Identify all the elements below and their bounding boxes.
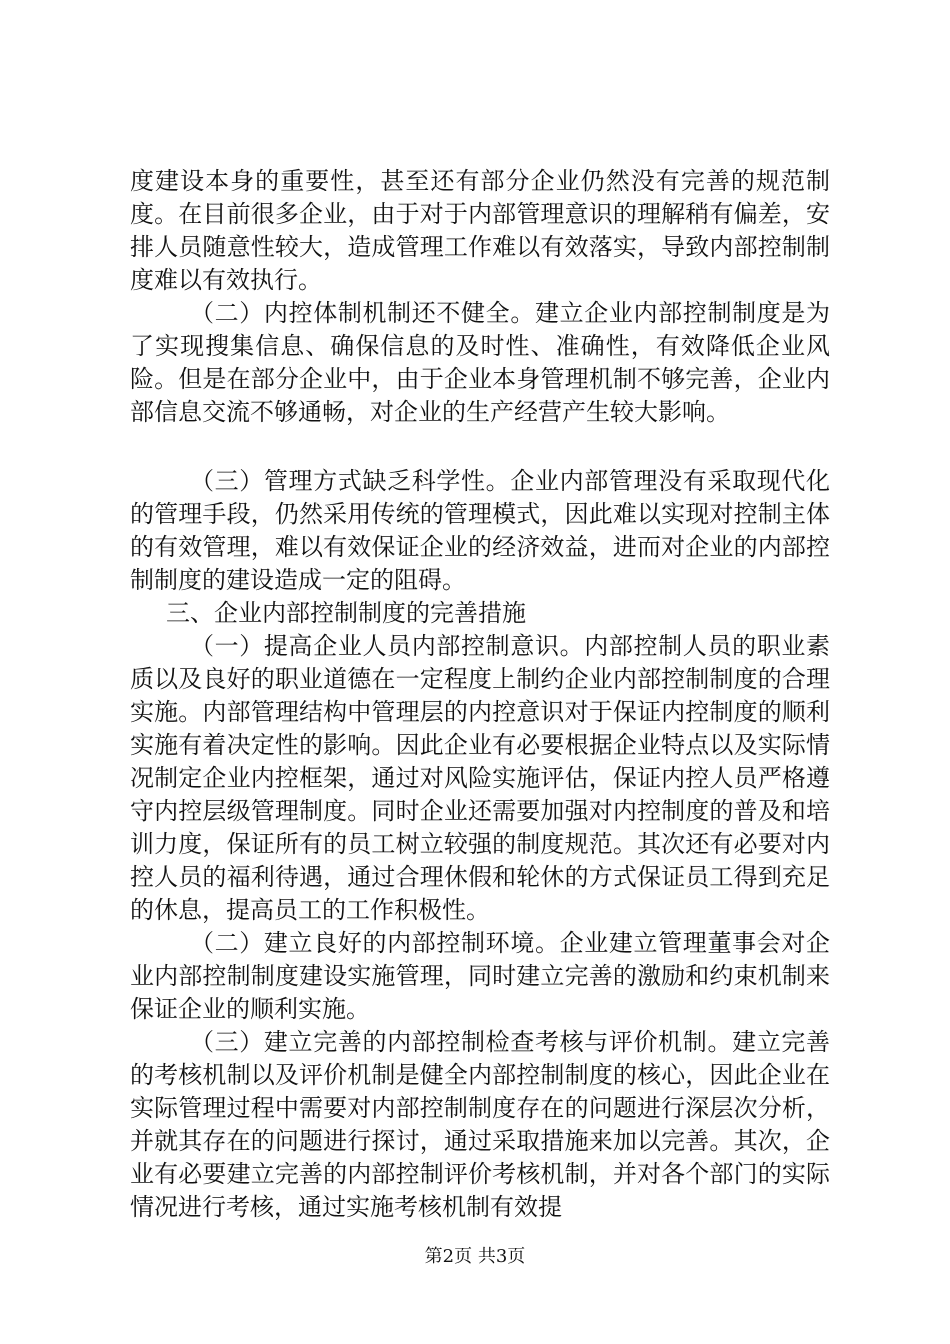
document-body [130,165,830,1224]
paragraph-continuation: 度建设本身的重要性，甚至还有部分企业仍然没有完善的规范制度。在目前很多企业，由于对于内部管理意识的理解稍有偏差，安排人员随意性较大，造成管理工作难以有效落实，导致内部控制制度难以有效执行。 [130,167,830,294]
paragraph-spacer [130,429,830,465]
paragraph-section-2-2: （二）内控体制机制还不健全。建立企业内部控制制度是为了实现搜集信息、确保信息的及时性、准确性，有效降低企业风险。但是在部分企业中，由于企业本身管理机制不够完善，企业内部信息交流不够通畅，对企业的生产经营产生较大影响。 [130,299,830,426]
paragraph-section-3-1: （一）提高企业人员内部控制意识。内部控制人员的职业素质以及良好的职业道德在一定程度上制约企业内部控制制度的合理实施。内部管理结构中管理层的内控意识对于保证内控制度的顺利实施有着决定性的影响。因此企业有必要根据企业特点以及实际情况制定企业内控框架，通过对风险实施评估，保证内控人员严格遵守内控层级管理制度。同时企业还需要加强对内控制度的普及和培训力度，保证所有的员工树立较强的制度规范。其次还有必要对内控人员的福利待遇，通过合理休假和轮休的方式保证员工得到充足的休息，提高员工的工作积极性。 [130,632,830,924]
paragraph-section-3-2: （二）建立良好的内部控制环境。企业建立管理董事会对企业内部控制制度建设实施管理，同时建立完善的激励和约束机制来保证企业的顺利实施。 [130,929,830,1023]
paragraph-section-2-3: （三）管理方式缺乏科学性。企业内部管理没有采取现代化的管理手段，仍然采用传统的管理模式，因此难以实现对控制主体的有效管理，难以有效保证企业的经济效益，进而对企业的内部控制制度的建设造成一定的阻碍。 [130,467,830,594]
page-footer: 第2页 共3页 [424,1246,526,1267]
section-heading-3: 三、企业内部控制制度的完善措施 [166,599,526,627]
paragraph-section-3-3: （三）建立完善的内部控制检查考核与评价机制。建立完善的考核机制以及评价机制是健全内部控制制度的核心，因此企业在实际管理过程中需要对内部控制制度存在的问题进行深层次分析，并就其存在的问题进行探讨，通过采取措施来加以完善。其次，企业有必要建立完善的内部控制评价考核机制，并对各个部门的实际情况进行考核，通过实施考核机制有效提 [130,1028,830,1221]
